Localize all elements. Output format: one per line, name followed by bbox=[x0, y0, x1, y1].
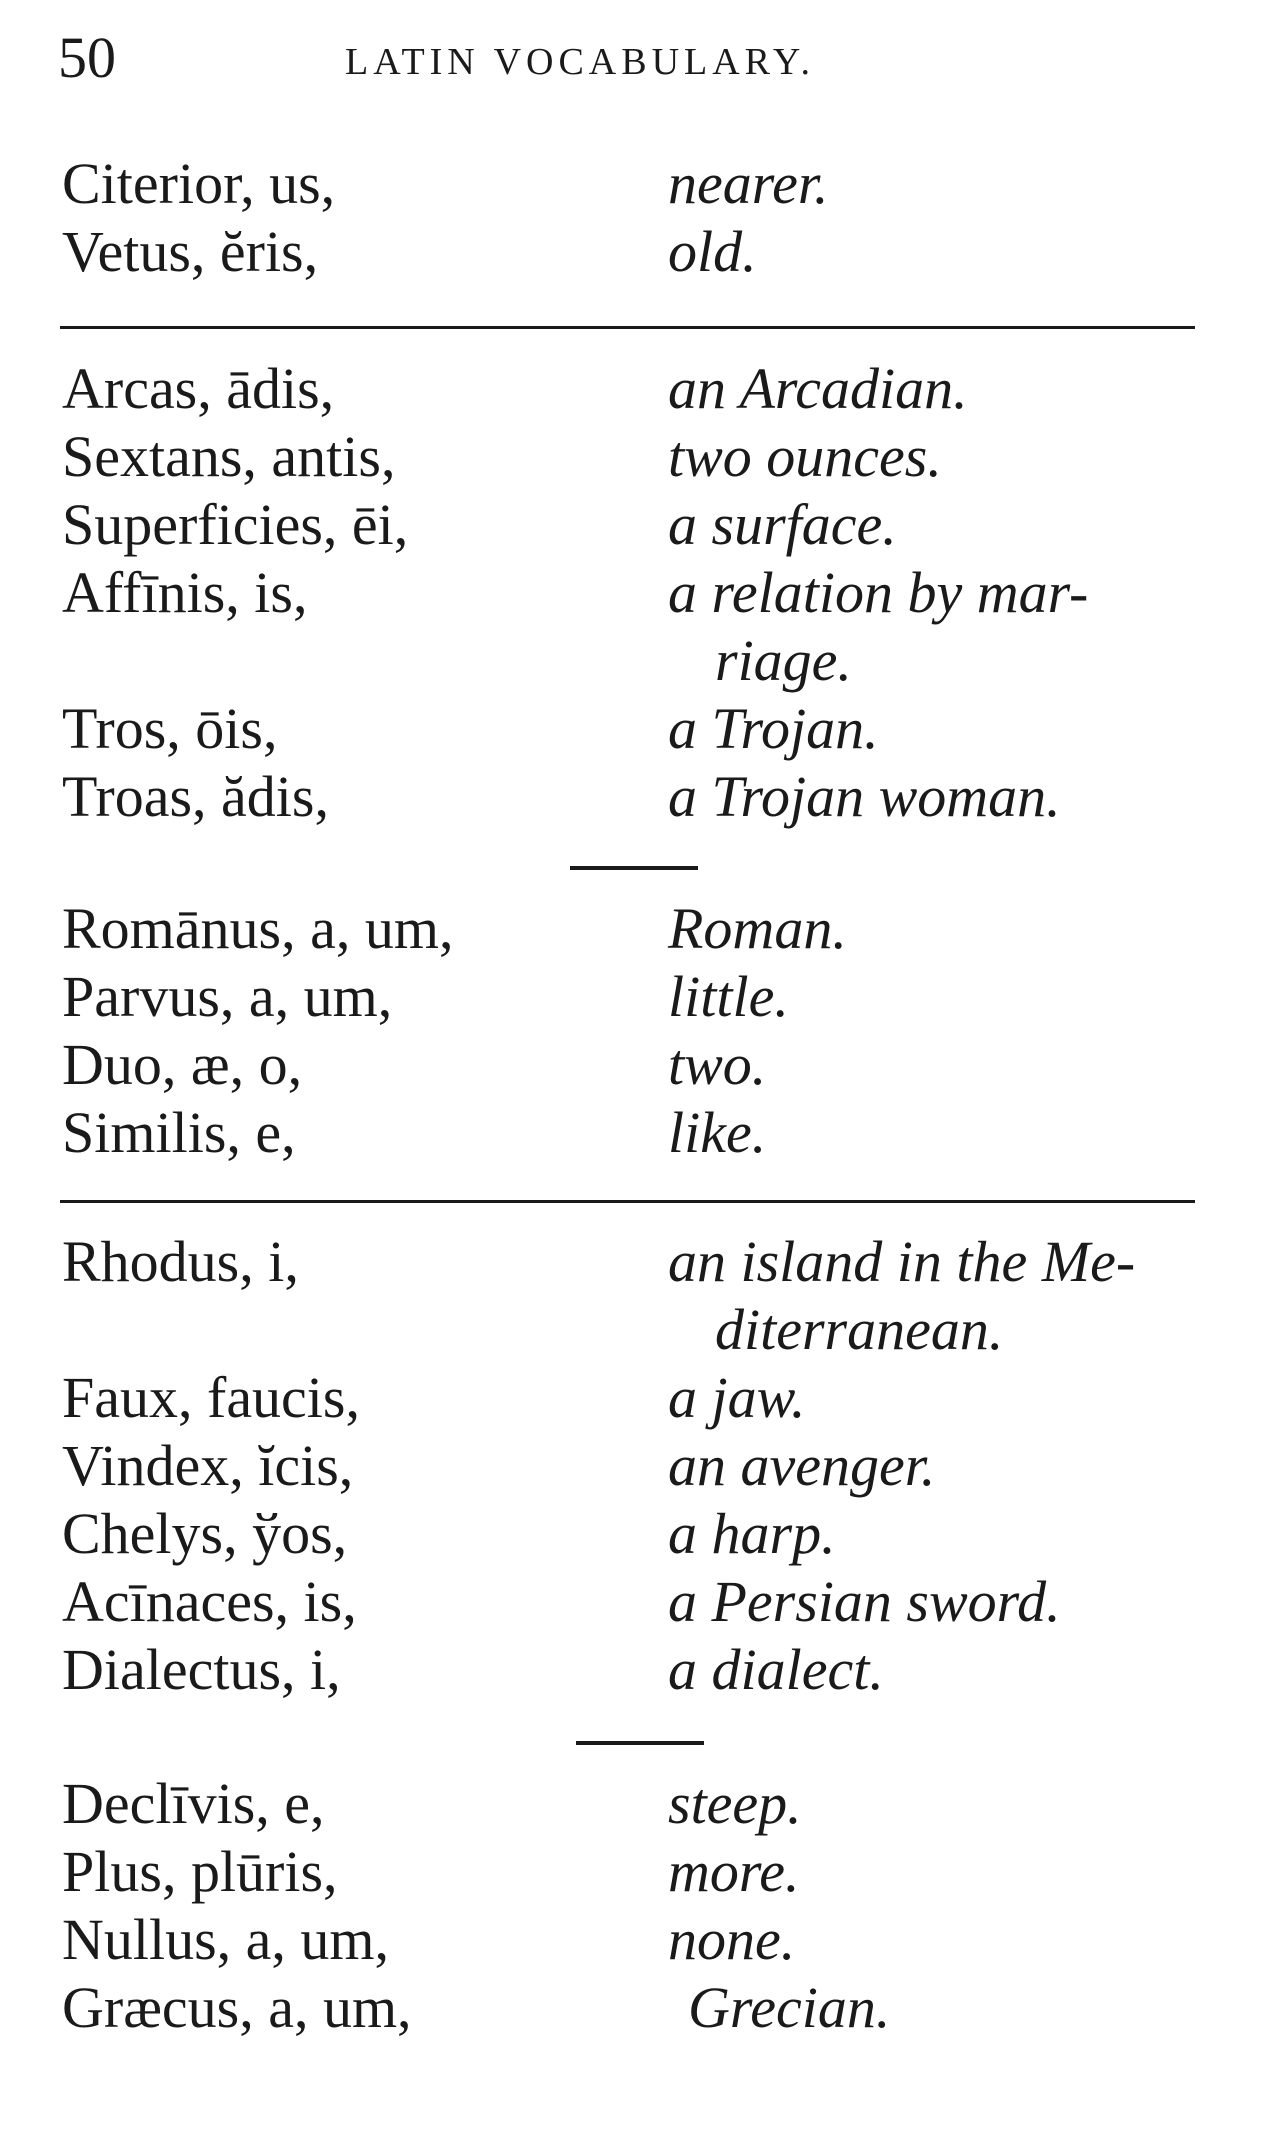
english-meaning: an island in the Me- bbox=[668, 1229, 1136, 1294]
english-meaning: Roman. bbox=[668, 896, 847, 961]
english-meaning: nearer. bbox=[668, 151, 829, 216]
latin-term: Vindex, ĭcis, bbox=[62, 1433, 354, 1498]
vocab-entry bbox=[0, 1838, 1264, 1906]
vocab-entry bbox=[0, 423, 1264, 491]
english-meaning: Grecian. bbox=[688, 1975, 891, 2040]
latin-term: Rhodus, i, bbox=[62, 1229, 299, 1294]
latin-term: Parvus, a, um, bbox=[62, 964, 393, 1029]
english-meaning: a dialect. bbox=[668, 1637, 884, 1702]
vocab-entry bbox=[0, 1636, 1264, 1704]
english-meaning: old. bbox=[668, 219, 757, 284]
vocab-entry bbox=[0, 1099, 1264, 1167]
latin-term: Nullus, a, um, bbox=[62, 1907, 390, 1972]
latin-term: Græcus, a, um, bbox=[62, 1975, 412, 2040]
latin-term: Romānus, a, um, bbox=[62, 896, 454, 961]
english-meaning: an Arcadian. bbox=[668, 356, 968, 421]
vocab-entry bbox=[0, 1228, 1264, 1296]
english-meaning: a Trojan woman. bbox=[668, 764, 1061, 829]
vocab-entry-continuation bbox=[0, 1296, 1264, 1364]
vocab-entry bbox=[0, 1906, 1264, 1974]
vocab-entry bbox=[0, 1770, 1264, 1838]
latin-term: Troas, ădis, bbox=[62, 764, 329, 829]
latin-term: Citerior, us, bbox=[62, 151, 336, 216]
latin-term: Tros, ōis, bbox=[62, 696, 278, 761]
vocab-entry bbox=[0, 218, 1264, 286]
vocab-entry bbox=[0, 1974, 1264, 2042]
latin-term: Affīnis, is, bbox=[62, 560, 308, 625]
latin-term: Sextans, antis, bbox=[62, 424, 396, 489]
english-meaning: a surface. bbox=[668, 492, 897, 557]
vocab-entry bbox=[0, 1568, 1264, 1636]
vocab-entry bbox=[0, 963, 1264, 1031]
vocab-entry-continuation bbox=[0, 627, 1264, 695]
english-meaning: a Persian sword. bbox=[668, 1569, 1061, 1634]
english-meaning: none. bbox=[668, 1907, 796, 1972]
vocab-entry bbox=[0, 559, 1264, 627]
english-meaning: a Trojan. bbox=[668, 696, 879, 761]
vocab-entry bbox=[0, 1500, 1264, 1568]
vocab-entry bbox=[0, 895, 1264, 963]
vocab-entry bbox=[0, 1364, 1264, 1432]
english-meaning: little. bbox=[668, 964, 789, 1029]
english-meaning: a relation by mar- bbox=[668, 560, 1089, 625]
vocab-entry bbox=[0, 150, 1264, 218]
latin-term: Superficies, ēi, bbox=[62, 492, 409, 557]
english-meaning: steep. bbox=[668, 1771, 802, 1836]
vocab-entry bbox=[0, 355, 1264, 423]
english-meaning: like. bbox=[668, 1100, 767, 1165]
vocab-entry bbox=[0, 1432, 1264, 1500]
english-meaning: an avenger. bbox=[668, 1433, 936, 1498]
english-meaning: a jaw. bbox=[668, 1365, 806, 1430]
latin-term: Dialectus, i, bbox=[62, 1637, 341, 1702]
english-meaning: two ounces. bbox=[668, 424, 942, 489]
latin-term: Declīvis, e, bbox=[62, 1771, 325, 1836]
latin-term: Acīnaces, is, bbox=[62, 1569, 357, 1634]
latin-term: Vetus, ĕris, bbox=[62, 219, 319, 284]
english-meaning: more. bbox=[668, 1839, 800, 1904]
latin-term: Faux, faucis, bbox=[62, 1365, 360, 1430]
latin-term: Similis, e, bbox=[62, 1100, 296, 1165]
latin-term: Duo, æ, o, bbox=[62, 1032, 303, 1097]
running-title: LATIN VOCABULARY. bbox=[345, 41, 815, 83]
section-divider bbox=[60, 326, 1195, 329]
group-divider bbox=[576, 1741, 704, 1745]
vocab-entry bbox=[0, 763, 1264, 831]
english-meaning: diterranean. bbox=[715, 1297, 1004, 1362]
latin-term: Arcas, ādis, bbox=[62, 356, 335, 421]
english-meaning: riage. bbox=[715, 628, 852, 693]
vocab-entry bbox=[0, 491, 1264, 559]
latin-term: Plus, plūris, bbox=[62, 1839, 338, 1904]
page-number: 50 bbox=[58, 25, 116, 90]
vocab-entry bbox=[0, 695, 1264, 763]
section-divider bbox=[60, 1200, 1195, 1203]
group-divider bbox=[570, 866, 698, 870]
english-meaning: two. bbox=[668, 1032, 767, 1097]
english-meaning: a harp. bbox=[668, 1501, 836, 1566]
latin-term: Chelys, ўos, bbox=[62, 1501, 348, 1566]
vocab-entry bbox=[0, 1031, 1264, 1099]
